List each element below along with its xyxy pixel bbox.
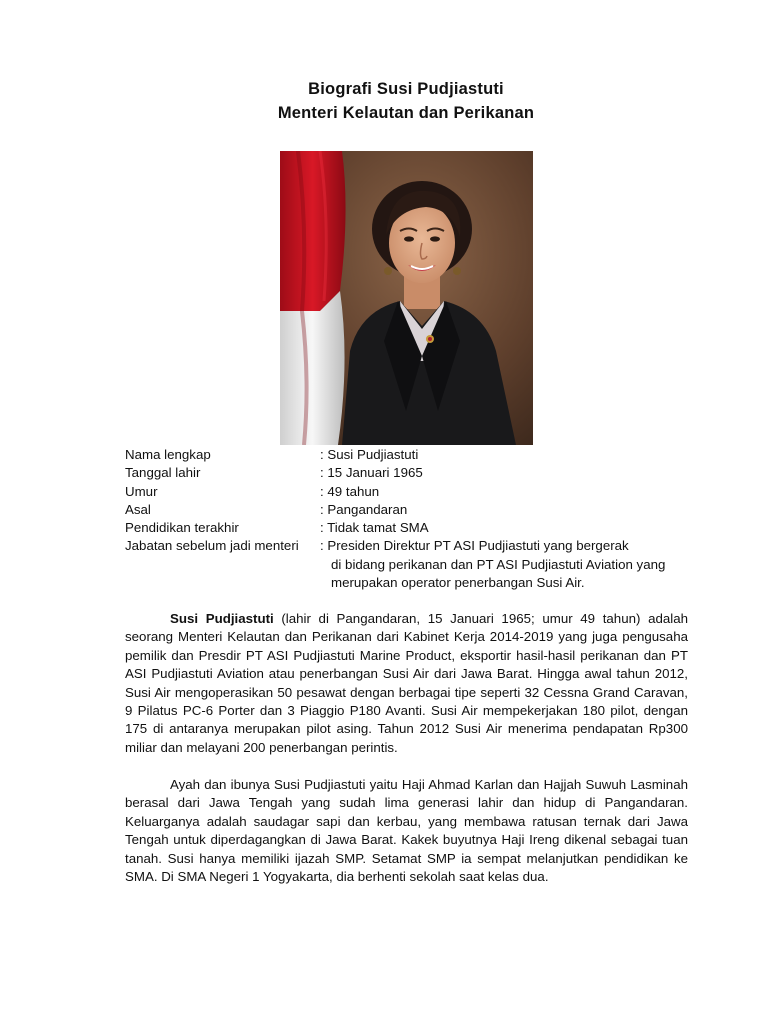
page-subtitle: Menteri Kelautan dan Perikanan [277, 104, 535, 122]
biography-paragraph-2: Ayah dan ibunya Susi Pudjiastuti yaitu Haji Ahmad Karlan dan Hajjah Suwuh Lasminah berasal dari Jawa Tengah yang sudah lima generasi lahir dan hidup di Pangandaran. Keluarganya adalah saudagar sapi dan kerbau, yang membawa ratusan ternak dari Jawa Tengah untuk diperdagangkan di Jawa Barat. Kakek buyutnya Haji Ireng dikenal sebagai tuan tanah. Susi hanya memiliki ijazah SMP. Setamat SMP ia sempat melanjutkan pendidikan ke SMA. Di SMA Negeri 1 Yogyakarta, dia berhenti sekolah saat kelas dua. [125, 777, 688, 885]
info-label: Jabatan sebelum jadi menteri [125, 538, 299, 554]
info-row-birth-date [125, 464, 705, 482]
info-value: : Susi Pudjiastuti [320, 447, 419, 462]
info-row-origin [125, 501, 705, 519]
page-title: Biografi Susi Pudjiastuti [308, 80, 504, 98]
info-value: : Presiden Direktur PT ASI Pudjiastuti yang bergerak [320, 538, 629, 554]
info-row-education [125, 519, 705, 537]
info-label: Tanggal lahir [125, 465, 201, 481]
info-label: Pendidikan terakhir [125, 520, 239, 536]
info-value: : 49 tahun [320, 483, 380, 499]
info-row-full-name [125, 446, 705, 464]
info-label: Asal [125, 501, 151, 517]
biography-paragraph-1 [125, 610, 688, 757]
paragraph-text: (lahir di Pangandaran, 15 Januari 1965; umur 49 tahun) adalah seorang Menteri Kelautan dan Perikanan dari Kabinet Kerja 2014-2019 yang juga pengusaha pemilik dan Presdir PT ASI Pudjiastuti Marine Product, eksportir hasil-hasil perikanan dan PT ASI Pudjiastuti Aviation atau penerbangan Susi Air dari Jawa Barat. Hingga awal tahun 2012, Susi Air mengoperasikan 50 pesawat dengan berbagai tipe seperti 32 Cessna Grand Caravan, 9 Pilatus PC-6 Porter dan 3 Piaggio P180 Avanti. Susi Air mempekerjakan 180 pilot, dengan 175 di antaranya merupakan pilot asing. Tahun 2012 Susi Air menerima pendapatan Rp300 miliar dan melayani 200 penerbangan perintis. [125, 611, 688, 755]
portrait-photo [280, 151, 533, 445]
info-value: : Pangandaran [320, 501, 408, 517]
info-value: : 15 Januari 1965 [320, 465, 423, 481]
info-label: Nama lengkap [125, 447, 211, 462]
info-continuation-line: di bidang perikanan dan PT ASI Pudjiastuti Aviation yang [331, 556, 666, 572]
subject-name: Susi Pudjiastuti [170, 611, 274, 626]
info-label: Umur [125, 483, 158, 499]
profile-info [125, 446, 705, 592]
info-row-previous-position [125, 537, 705, 555]
info-continuation-line: merupakan operator penerbangan Susi Air. [331, 575, 585, 591]
info-value: : Tidak tamat SMA [320, 520, 429, 536]
info-row-age [125, 483, 705, 501]
